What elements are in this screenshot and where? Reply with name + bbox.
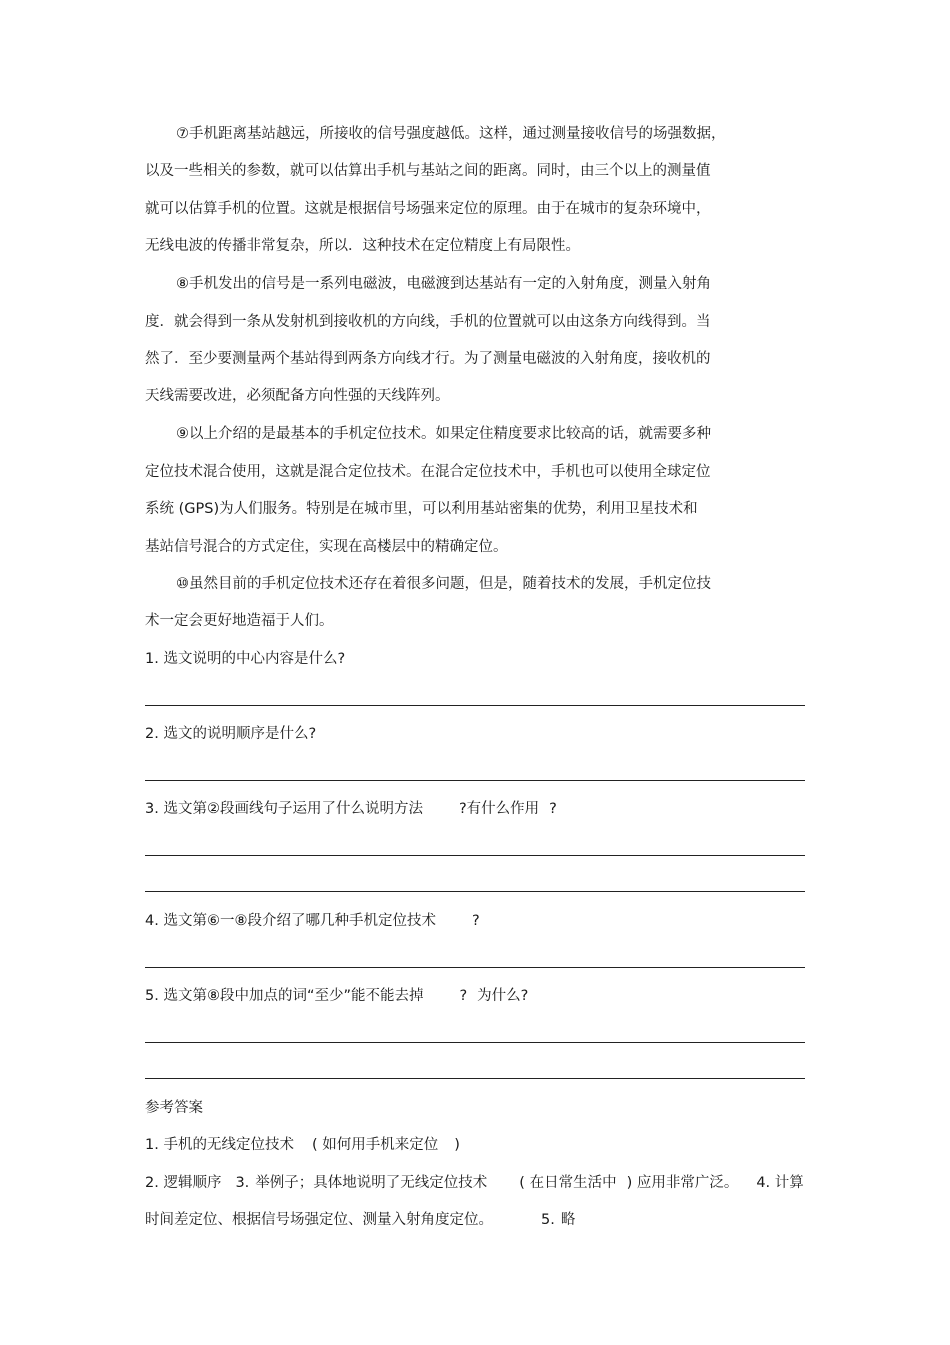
answer-4-5 [145,1210,805,1230]
paragraph-7-line-4: 无线电波的传播非常复杂，所以．这种技术在定位精度上有局限性。 [145,238,580,254]
answer-4-rest: 时间差定位、根据信号场强定位、测量入射角度定位。 [145,1212,493,1228]
answer-line-q3-1 [145,855,805,856]
answer-line-q1 [145,705,805,706]
question-3-part-2: ?有什么作用 [458,801,540,817]
answer-1-part-1: 1. 手机的无线定位技术 [145,1137,294,1153]
question-5 [145,986,805,1006]
question-3-part-1: 3. 选文第②段画线句子运用了什么说明方法 [145,801,423,817]
answer-line-q5-1 [145,1042,805,1043]
answer-line-q4 [145,967,805,968]
paragraph-9-line-4: 基站信号混合的方式定住，实现在高楼层中的精确定位。 [145,539,508,555]
question-4 [145,911,805,931]
paragraph-7-line-1: ⑦手机距离基站越远，所接收的信号强度越低。这样，通过测量接收信号的场强数据， [176,126,726,142]
answer-5-text: 略 [560,1212,576,1228]
paragraph-7-line-2: 以及一些相关的参数，就可以估算出手机与基站之间的距离。同时，由三个以上的测量值 [145,163,711,179]
question-5-part-1: 5. 选文第⑧段中加点的词“至少”能不能去掉 [145,988,424,1004]
paragraph-8-line-1: ⑧手机发出的信号是一系列电磁波，电磁渡到达基站有一定的入射角度，测量入射角 [176,276,711,292]
answer-line-q3-2 [145,891,805,892]
answer-3-tail: ) 应用非常广泛。 [626,1175,739,1191]
answer-2-to-4 [145,1173,805,1193]
answer-line-q2 [145,780,805,781]
answer-1-part-2: ( 如何用手机来定位 [311,1137,439,1153]
paragraph-9-line-2: 定位技术混合使用，这就是混合定位技术。在混合定位技术中，手机也可以使用全球定位 [145,464,711,480]
paragraph-7-line-3: 就可以估算手机的位置。这就是根据信号场强来定位的原理。由于在城市的复杂环境中， [145,201,711,217]
question-2: 2. 选文的说明顺序是什么? [145,726,317,742]
answer-3-text: 举例子；具体地说明了无线定位技术 [255,1175,488,1191]
answer-1-part-3: ) [454,1137,460,1153]
question-5-part-3: 为什么? [477,988,529,1004]
answer-5-number: 5. [541,1212,555,1228]
question-4-part-1: 4. 选文第⑥一⑧段介绍了哪几种手机定位技术 [145,913,436,929]
answer-2: 2. 逻辑顺序 [145,1175,222,1191]
paragraph-8-line-3: 然了．至少要测量两个基站得到两条方向线才行。为了测量电磁波的入射角度，接收机的 [145,351,711,367]
answer-line-q5-2 [145,1078,805,1079]
question-3-part-3: ? [549,801,557,817]
question-3 [145,799,805,819]
question-1: 1. 选文说明的中心内容是什么? [145,651,346,667]
paragraph-8-line-4: 天线需要改进，必须配备方向性强的天线阵列。 [145,388,450,404]
answer-3-paren: ( 在日常生活中 [519,1175,617,1191]
answer-1 [145,1135,805,1155]
paragraph-10-line-1: ⑩虽然目前的手机定位技术还存在着很多问题，但是，随着技术的发展，手机定位技 [176,576,711,592]
answer-3-number: 3. [235,1175,250,1191]
paragraph-8-line-2: 度．就会得到一条从发射机到接收机的方向线，手机的位置就可以由这条方向线得到。当 [145,314,711,330]
answer-4-start: 4. 计算 [756,1175,804,1191]
paragraph-9-line-3: 系统 (GPS)为人们服务。特别是在城市里，可以利用基站密集的优势，利用卫星技术和 [145,501,698,517]
answers-heading: 参考答案 [145,1100,203,1116]
paragraph-9-line-1: ⑨以上介绍的是最基本的手机定位技术。如果定住精度要求比较高的话，就需要多种 [176,426,711,442]
paragraph-10-line-2: 术一定会更好地造福于人们。 [145,613,334,629]
question-4-part-2: ? [471,913,480,929]
question-5-part-2: ? [459,988,468,1004]
